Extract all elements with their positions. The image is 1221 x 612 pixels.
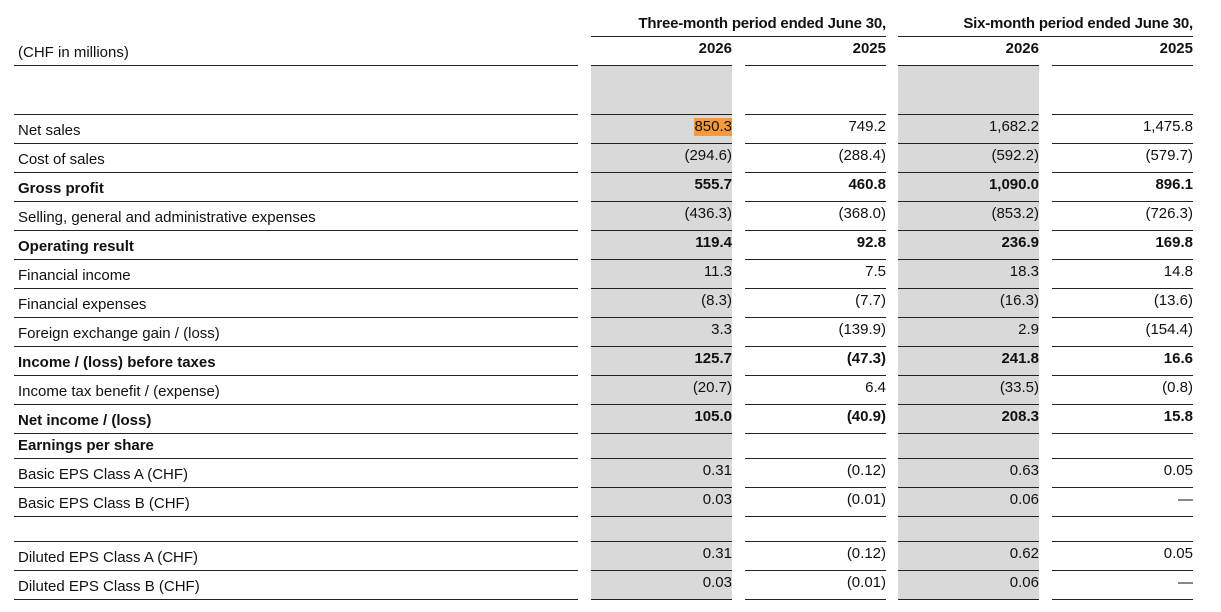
row-rule [14,599,578,600]
cell-value: (0.8) [1162,379,1193,396]
year-header: 2025 [1159,40,1193,57]
row-label: Basic EPS Class A (CHF) [18,466,189,483]
table-row [0,114,1221,143]
period-header-three-month: Three-month period ended June 30, [638,15,886,32]
cell-value [591,118,732,135]
row-rule [1052,599,1193,600]
cell-value: 0.05 [1163,545,1193,562]
cell-value: 0.62 [1009,545,1039,562]
cell-value: 555.7 [694,176,732,193]
table-row [0,375,1221,404]
table-row [0,317,1221,346]
row-label: Net income / (loss) [18,412,152,429]
row-label: Diluted EPS Class B (CHF) [18,578,200,595]
row-rule [14,541,578,542]
cell-value: (40.9) [846,408,886,425]
row-label: Net sales [18,122,81,139]
header-rule [14,65,578,66]
cell-value: 0.06 [1009,491,1039,508]
cell-value: 460.8 [848,176,886,193]
table-row [0,487,1221,516]
cell-value: 169.8 [1155,234,1193,251]
unit-label: (CHF in millions) [18,44,129,61]
table-row [0,172,1221,201]
cell-value: (436.3) [684,205,732,222]
cell-value: 16.6 [1163,350,1193,367]
cell-value: 0.05 [1163,462,1193,479]
cell-value: (368.0) [838,205,886,222]
cell-value: 14.8 [1163,263,1193,280]
cell-value: (288.4) [838,147,886,164]
row-rule [745,599,886,600]
year-header: 2026 [1005,40,1039,57]
cell-value: (0.01) [846,491,886,508]
table-row [0,143,1221,172]
header-rule [591,65,732,66]
row-rule [1052,516,1193,517]
row-label: Earnings per share [18,437,154,454]
cell-value: (47.3) [846,350,886,367]
row-label: Selling, general and administrative expenses [18,209,316,226]
cell-value: 241.8 [1001,350,1039,367]
row-label: Cost of sales [18,151,105,168]
cell-value: 7.5 [865,263,886,280]
row-label: Operating result [18,238,134,255]
cell-value: 2.9 [1018,321,1039,338]
row-rule [591,516,732,517]
period-header-six-month: Six-month period ended June 30, [963,15,1193,32]
cell-value: 1,682.2 [988,118,1039,135]
table-row [0,541,1221,570]
cell-value: 0.06 [1009,574,1039,591]
cell-value: 0.63 [1009,462,1039,479]
table-row [0,570,1221,599]
cell-value: 3.3 [711,321,732,338]
row-rule [745,541,886,542]
cell-value: 6.4 [865,379,886,396]
cell-value: 208.3 [1001,408,1039,425]
table-row [0,433,1221,458]
table-row [0,458,1221,487]
period-underline-three-month [591,36,886,37]
cell-value: (139.9) [838,321,886,338]
cell-value: 125.7 [694,350,732,367]
row-label: Income tax benefit / (expense) [18,383,220,400]
cell-value: (7.7) [855,292,886,309]
cell-value: (853.2) [991,205,1039,222]
cell-value: (726.3) [1145,205,1193,222]
row-label: Financial expenses [18,296,147,313]
row-rule [898,516,1039,517]
cell-value: 92.8 [856,234,886,251]
row-label: Gross profit [18,180,104,197]
cell-value: (8.3) [701,292,732,309]
cell-value: 1,090.0 [988,176,1039,193]
row-label: Financial income [18,267,131,284]
year-header: 2026 [698,40,732,57]
cell-value: — [1178,491,1193,508]
header-rule [1052,65,1193,66]
highlighted-value: 850.3 [694,118,732,135]
table-row [0,346,1221,375]
cell-value: 0.31 [702,545,732,562]
row-rule [745,516,886,517]
row-rule [898,599,1039,600]
header-rule [745,65,886,66]
cell-value: 0.31 [702,462,732,479]
cell-value: (0.01) [846,574,886,591]
cell-value: 749.2 [848,118,886,135]
cell-value: (294.6) [684,147,732,164]
row-rule [591,541,732,542]
year-header: 2025 [852,40,886,57]
row-label: Income / (loss) before taxes [18,354,216,371]
cell-value: (16.3) [999,292,1039,309]
cell-value: 0.03 [702,491,732,508]
cell-value: 896.1 [1155,176,1193,193]
table-row [0,288,1221,317]
row-rule [1052,541,1193,542]
cell-value: 1,475.8 [1142,118,1193,135]
cell-value: 11.3 [703,263,732,280]
row-label: Basic EPS Class B (CHF) [18,495,190,512]
table-row [0,201,1221,230]
row-rule [14,516,578,517]
cell-value: (579.7) [1145,147,1193,164]
row-rule [591,599,732,600]
cell-value: 0.03 [702,574,732,591]
cell-value: 105.0 [694,408,732,425]
cell-value: 15.8 [1163,408,1193,425]
cell-value: 18.3 [1009,263,1039,280]
header-rule [898,65,1039,66]
cell-value: (0.12) [846,462,886,479]
cell-value: (0.12) [846,545,886,562]
cell-value: (154.4) [1145,321,1193,338]
table-row [0,230,1221,259]
row-label: Diluted EPS Class A (CHF) [18,549,199,566]
table-row [0,259,1221,288]
row-rule [898,541,1039,542]
row-label: Foreign exchange gain / (loss) [18,325,220,342]
cell-value: 236.9 [1001,234,1039,251]
cell-value: (33.5) [999,379,1039,396]
table-row [0,404,1221,433]
period-underline-six-month [898,36,1193,37]
cell-value: (20.7) [692,379,732,396]
cell-value: 119.4 [695,234,732,251]
cell-value: — [1178,574,1193,591]
cell-value: (13.6) [1153,292,1193,309]
cell-value: (592.2) [991,147,1039,164]
